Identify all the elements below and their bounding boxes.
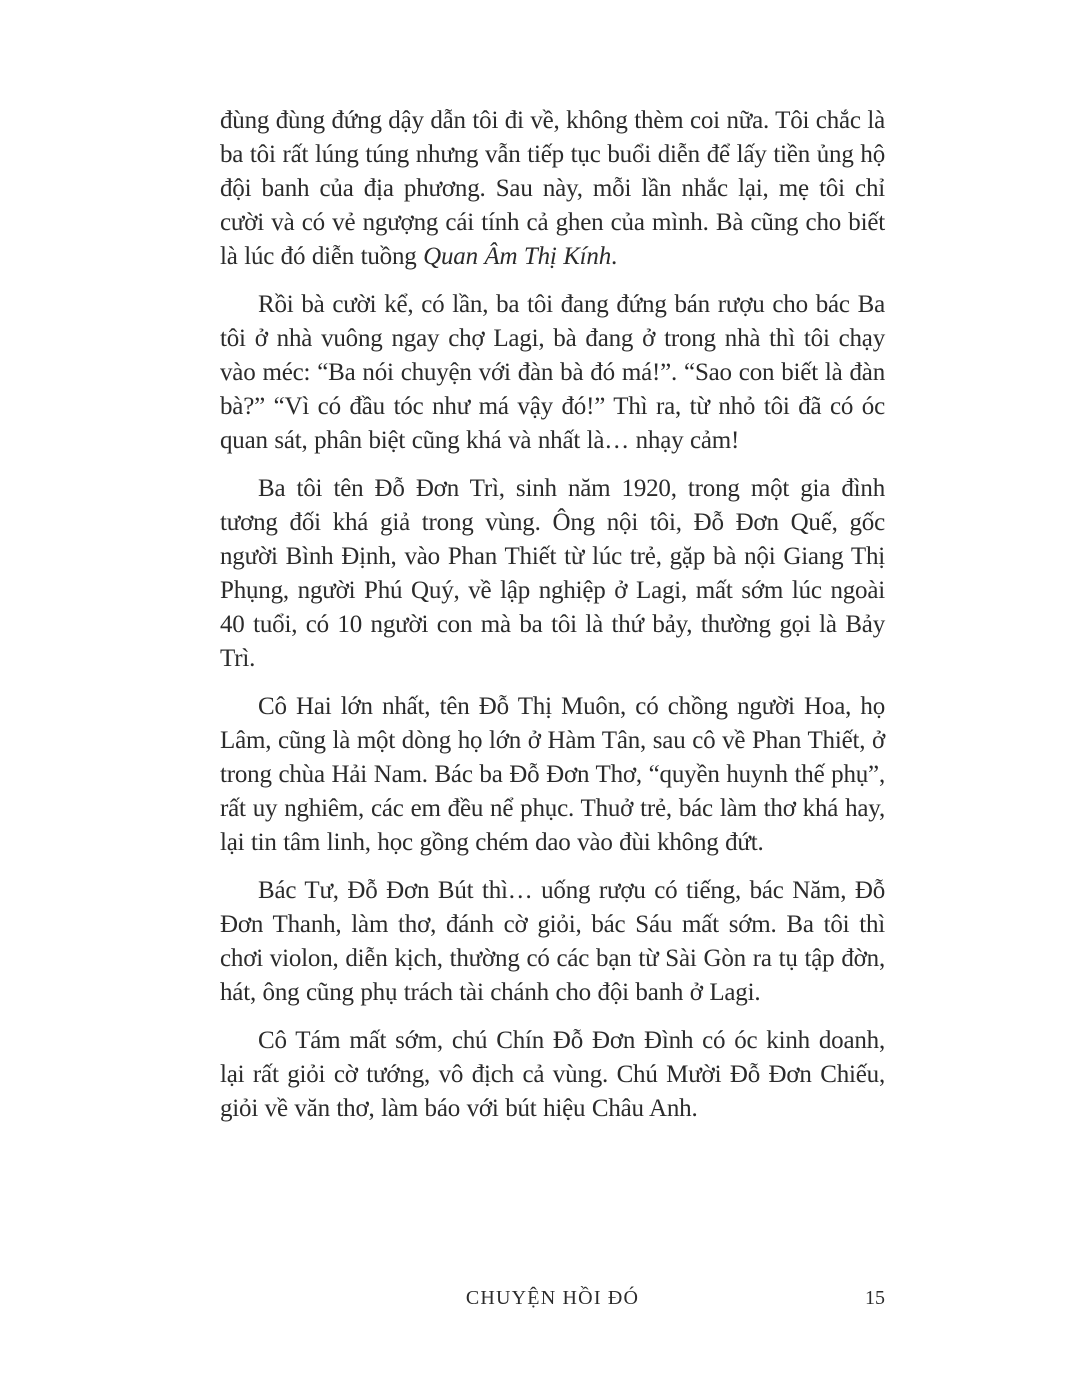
text-segment: . — [611, 243, 618, 270]
paragraph — [220, 288, 885, 458]
text-segment: Cô Hai lớn nhất, tên Đỗ Thị Muôn, có chồng người Hoa, họ Lâm, cũng là một dòng họ lớn ở Hàm Tân, sau cô về Phan Thiết, ở trong chùa Hải Nam. Bác ba Đỗ Đơn Thơ, “quyền huynh thế phụ”, rất uy nghiêm, các em đều nể phục. Thuở trẻ, bác làm thơ khá hay, lại tin tâm linh, học gồng chém dao vào đùi không đứt. — [220, 693, 885, 856]
paragraph — [220, 874, 885, 1010]
text-segment: Rồi bà cười kể, có lần, ba tôi đang đứng bán rượu cho bác Ba tôi ở nhà vuông ngay chợ Lagi, bà đang ở trong nhà thì tôi chạy vào méc: “Ba nói chuyện với đàn bà đó má!”. “Sao con biết là đàn bà?” “Vì có đầu tóc như má vậy đó!” Thì ra, từ nhỏ tôi đã có óc quan sát, phân biệt cũng khá và nhất là… nhạy cảm! — [220, 291, 885, 454]
text-segment: Cô Tám mất sớm, chú Chín Đỗ Đơn Đình có óc kinh doanh, lại rất giỏi cờ tướng, vô địch cả vùng. Chú Mười Đỗ Đơn Chiếu, giỏi về văn thơ, làm báo với bút hiệu Châu Anh. — [220, 1027, 885, 1122]
paragraph — [220, 1024, 885, 1126]
text-segment: đùng đùng đứng dậy dẫn tôi đi về, không thèm coi nữa. Tôi chắc là ba tôi rất lúng túng nhưng vẫn tiếp tục buổi diễn để lấy tiền ủng hộ đội banh của địa phương. Sau này, mỗi lần nhắc lại, mẹ tôi chỉ cười và có vẻ ngượng cái tính cả ghen của mình. Bà cũng cho biết là lúc đó diễn tuồng — [220, 107, 885, 270]
running-title: CHUYỆN HỒI ĐÓ — [465, 1287, 640, 1309]
paragraph — [220, 104, 885, 274]
work-title-italic: Quan Âm Thị Kính — [423, 243, 612, 270]
page-footer — [220, 1284, 885, 1312]
page-number: 15 — [865, 1287, 885, 1309]
paragraph — [220, 472, 885, 676]
text-segment: Bác Tư, Đỗ Đơn Bút thì… uống rượu có tiếng, bác Năm, Đỗ Đơn Thanh, làm thơ, đánh cờ giỏi, bác Sáu mất sớm. Ba tôi thì chơi violon, diễn kịch, thường có các bạn từ Sài Gòn ra tụ tập đờn, hát, ông cũng phụ trách tài chánh cho đội banh ở Lagi. — [220, 877, 885, 1006]
paragraph — [220, 690, 885, 860]
page-body — [220, 104, 885, 1140]
text-segment: Ba tôi tên Đỗ Đơn Trì, sinh năm 1920, trong một gia đình tương đối khá giả trong vùng. Ông nội tôi, Đỗ Đơn Quế, gốc người Bình Định, vào Phan Thiết từ lúc trẻ, gặp bà nội Giang Thị Phụng, người Phú Quý, về lập nghiệp ở Lagi, mất sớm lúc ngoài 40 tuổi, có 10 người con mà ba tôi là thứ bảy, thường gọi là Bảy Trì. — [220, 475, 885, 672]
